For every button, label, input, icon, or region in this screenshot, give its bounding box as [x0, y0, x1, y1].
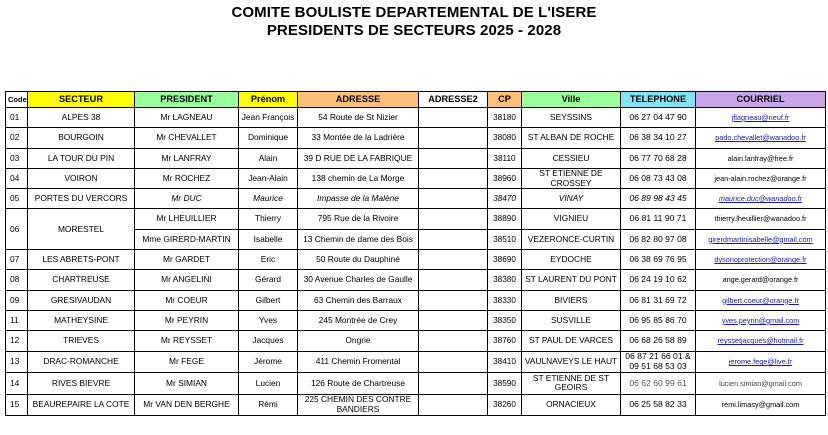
cell-secteur: ALPES 38 — [28, 108, 135, 128]
cell-ville: SUSVILLE — [522, 310, 621, 330]
cell-ville: ST ALBAN DE ROCHE — [522, 128, 621, 148]
cell-telephone: 06 68 26 58 89 — [621, 331, 696, 351]
cell-code: 07 — [6, 250, 28, 270]
cell-president: Mr PEYRIN — [135, 310, 239, 330]
cell-telephone: 06 25 58 82 33 — [621, 394, 696, 416]
header-prenom: Prénom — [239, 92, 298, 108]
cell-cp: 38760 — [488, 331, 522, 351]
cell-adresse: 39 D RUE DE LA FABRIQUE — [298, 148, 419, 168]
cell-secteur: BEAUREPAIRE LA COTE — [28, 394, 135, 416]
cell-prenom: Jean François — [239, 108, 298, 128]
cell-cp: 38350 — [488, 310, 522, 330]
cell-cp: 38410 — [488, 351, 522, 373]
cell-code: 15 — [6, 394, 28, 416]
header-telephone: TELEPHONE — [621, 92, 696, 108]
table-row — [6, 250, 826, 270]
cell-cp: 38110 — [488, 148, 522, 168]
cell-prenom: Gilbert — [239, 290, 298, 310]
cell-courriel-link[interactable]: girerdmartinisabelle@gmail.com — [696, 229, 826, 249]
cell-courriel: remi.limasy@gmail.com — [696, 394, 826, 416]
cell-code: 13 — [6, 351, 28, 373]
cell-president: Mr SIMIAN — [135, 373, 239, 395]
cell-telephone: 06 81 31 69 72 — [621, 290, 696, 310]
cell-code: 04 — [6, 168, 28, 188]
page-subtitle: PRESIDENTS DE SECTEURS 2025 - 2028 — [266, 22, 562, 39]
cell-prenom: Jérome — [239, 351, 298, 373]
cell-courriel-link[interactable]: pado.chevallet@wanadoo.fr — [696, 128, 826, 148]
cell-ville: ST ETIENNE DE CROSSEY — [522, 168, 621, 188]
cell-telephone: 06 77 70 68 28 — [621, 148, 696, 168]
cell-secteur: RIVES BIEVRE — [28, 373, 135, 395]
cell-code: 02 — [6, 128, 28, 148]
table-row — [6, 128, 826, 148]
cell-cp: 38690 — [488, 250, 522, 270]
cell-code: 11 — [6, 310, 28, 330]
cell-president: Mr CHEVALLET — [135, 128, 239, 148]
cell-secteur: LES ABRETS-PONT — [28, 250, 135, 270]
cell-adresse: 13 Chemin de dame des Bois — [298, 229, 419, 249]
cell-adresse2 — [419, 128, 488, 148]
header-adresse2: ADRESSE2 — [419, 92, 488, 108]
table-row — [6, 148, 826, 168]
cell-adresse2 — [419, 310, 488, 330]
cell-cp: 38590 — [488, 373, 522, 395]
cell-cp: 38510 — [488, 229, 522, 249]
cell-cp: 38260 — [488, 394, 522, 416]
cell-prenom: Maurice — [239, 189, 298, 209]
cell-cp: 38330 — [488, 290, 522, 310]
cell-ville: ST ETIENNE DE ST GEOIRS — [522, 373, 621, 395]
cell-prenom: Rémi — [239, 394, 298, 416]
cell-ville: ST PAUL DE VARCES — [522, 331, 621, 351]
cell-courriel: alain.lanfray@free.fr — [696, 148, 826, 168]
cell-courriel-link[interactable]: maurice.duc@wanadoo.fr — [696, 189, 826, 209]
header-row — [6, 92, 826, 108]
cell-adresse: Impasse de la Malène — [298, 189, 419, 209]
cell-adresse2 — [419, 250, 488, 270]
cell-president: Mr ROCHEZ — [135, 168, 239, 188]
page-title: COMITE BOULISTE DEPARTEMENTAL DE L'ISERE — [231, 4, 597, 21]
cell-adresse: 795 Rue de la Rivoire — [298, 209, 419, 229]
cell-secteur: BOURGOIN — [28, 128, 135, 148]
cell-adresse2 — [419, 189, 488, 209]
cell-secteur: VOIRON — [28, 168, 135, 188]
cell-code: 09 — [6, 290, 28, 310]
cell-adresse: 50 Route du Dauphiné — [298, 250, 419, 270]
cell-prenom: Jacques — [239, 331, 298, 351]
cell-telephone: 06 62 60 99 61 — [621, 373, 696, 395]
cell-secteur: MORESTEL — [28, 209, 135, 250]
cell-president: Mr FEGE — [135, 351, 239, 373]
table-row — [6, 310, 826, 330]
cell-adresse2 — [419, 209, 488, 229]
cell-president: Mr DUC — [135, 189, 239, 209]
cell-adresse: 225 CHEMIN DES CONTRE BANDIERS — [298, 394, 419, 416]
cell-adresse: Ongrie — [298, 331, 419, 351]
cell-telephone: 06 81 11 90 71 — [621, 209, 696, 229]
cell-prenom: Isabelle — [239, 229, 298, 249]
table-row — [6, 270, 826, 290]
table-row — [6, 290, 826, 310]
cell-secteur: MATHEYSINE — [28, 310, 135, 330]
cell-president: Mr GARDET — [135, 250, 239, 270]
cell-telephone: 06 27 04 47 90 — [621, 108, 696, 128]
cell-telephone: 06 24 19 10 62 — [621, 270, 696, 290]
header-president: PRESIDENT — [135, 92, 239, 108]
cell-prenom: Yves — [239, 310, 298, 330]
cell-code: 14 — [6, 373, 28, 395]
cell-adresse: 245 Montrée de Crey — [298, 310, 419, 330]
cell-ville: BIVIERS — [522, 290, 621, 310]
table-row — [6, 351, 826, 373]
cell-ville: VAULNAVEYS LE HAUT — [522, 351, 621, 373]
cell-code: 08 — [6, 270, 28, 290]
cell-adresse2 — [419, 148, 488, 168]
cell-adresse2 — [419, 168, 488, 188]
cell-ville: ORNACIEUX — [522, 394, 621, 416]
cell-code: 12 — [6, 331, 28, 351]
cell-cp: 38960 — [488, 168, 522, 188]
cell-adresse2 — [419, 108, 488, 128]
cell-adresse: 138 chemin de La Morge — [298, 168, 419, 188]
cell-courriel: jean-alain.rochez@orange.fr — [696, 168, 826, 188]
cell-courriel-link[interactable]: dysonoprotection@orange.fr — [696, 250, 826, 270]
cell-telephone: 06 08 73 43 08 — [621, 168, 696, 188]
cell-secteur: GRESIVAUDAN — [28, 290, 135, 310]
cell-courriel-link[interactable]: yves.peyrin@gmail.com — [696, 310, 826, 330]
cell-adresse: 30 Avenue Charles de Gaulle — [298, 270, 419, 290]
table-row — [6, 373, 826, 395]
cell-code: 03 — [6, 148, 28, 168]
cell-courriel-link[interactable]: gilbert.coeur@orange.fr — [696, 290, 826, 310]
cell-cp: 38380 — [488, 270, 522, 290]
header-secteur: SECTEUR — [28, 92, 135, 108]
header-courriel: COURRIEL — [696, 92, 826, 108]
cell-prenom: Thierry — [239, 209, 298, 229]
cell-telephone: 06 89 98 43 45 — [621, 189, 696, 209]
cell-prenom: Jean-Alain — [239, 168, 298, 188]
header-adresse: ADRESSE — [298, 92, 419, 108]
table-row — [6, 394, 826, 416]
cell-courriel: thierry.lheuillier@wanadoo.fr — [696, 209, 826, 229]
cell-prenom: Alain — [239, 148, 298, 168]
cell-ville: VEZERONCE-CURTIN — [522, 229, 621, 249]
table-row — [6, 331, 826, 351]
cell-cp: 38470 — [488, 189, 522, 209]
cell-cp: 38180 — [488, 108, 522, 128]
cell-president: Mr LAGNEAU — [135, 108, 239, 128]
cell-code: 01 — [6, 108, 28, 128]
cell-ville: VIGNIEU — [522, 209, 621, 229]
cell-president: Mr LANFRAY — [135, 148, 239, 168]
cell-president: Mr LHEUILLIER — [135, 209, 239, 229]
cell-secteur: PORTES DU VERCORS — [28, 189, 135, 209]
cell-adresse2 — [419, 394, 488, 416]
cell-president: Mr REYSSET — [135, 331, 239, 351]
cell-secteur: CHARTREUSE — [28, 270, 135, 290]
cell-adresse2 — [419, 373, 488, 395]
cell-prenom: Dominique — [239, 128, 298, 148]
cell-adresse2 — [419, 229, 488, 249]
cell-adresse: 411 Chemin Fromental — [298, 351, 419, 373]
cell-code: 06 — [6, 209, 28, 250]
cell-courriel-link[interactable]: reyssetjacques@hotmail.fr — [696, 331, 826, 351]
cell-adresse2 — [419, 290, 488, 310]
cell-prenom: Eric — [239, 250, 298, 270]
cell-courriel-link[interactable]: jerome.fege@live.fr — [696, 351, 826, 373]
cell-adresse2 — [419, 351, 488, 373]
cell-telephone: 06 38 69 76 95 — [621, 250, 696, 270]
cell-telephone: 06 38 34 10 27 — [621, 128, 696, 148]
presidents-table — [5, 91, 826, 416]
table-row — [6, 108, 826, 128]
header-code: Code — [6, 92, 28, 108]
cell-secteur: LA TOUR DU PIN — [28, 148, 135, 168]
cell-adresse: 63 Chemin des Barraux — [298, 290, 419, 310]
cell-courriel: ange.gerard@orange.fr — [696, 270, 826, 290]
cell-adresse: 54 Route de St Nizier — [298, 108, 419, 128]
cell-adresse: 33 Montée de la Ladrière — [298, 128, 419, 148]
cell-telephone: 06 82 80 97 08 — [621, 229, 696, 249]
cell-cp: 38890 — [488, 209, 522, 229]
cell-adresse: 126 Route de Chartreuse — [298, 373, 419, 395]
cell-ville: CESSIEU — [522, 148, 621, 168]
cell-code: 05 — [6, 189, 28, 209]
cell-president: Mr ANGELINI — [135, 270, 239, 290]
cell-telephone: 06 87 21 66 01 & 09 51 68 53 03 — [621, 351, 696, 373]
header-ville: Ville — [522, 92, 621, 108]
cell-prenom: Gérard — [239, 270, 298, 290]
cell-secteur: TRIEVES — [28, 331, 135, 351]
cell-ville: ST LAURENT DU PONT — [522, 270, 621, 290]
cell-courriel: lucien.simian@gmail.com — [696, 373, 826, 395]
cell-prenom: Lucien — [239, 373, 298, 395]
cell-president: Mme GIRERD-MARTIN — [135, 229, 239, 249]
table-row — [6, 189, 826, 209]
cell-cp: 38080 — [488, 128, 522, 148]
header-cp: CP — [488, 92, 522, 108]
cell-adresse2 — [419, 270, 488, 290]
cell-ville: EYDOCHE — [522, 250, 621, 270]
cell-courriel-link[interactable]: jflagneau@neuf.fr — [696, 108, 826, 128]
cell-president: Mr COEUR — [135, 290, 239, 310]
cell-telephone: 06 95 85 86 70 — [621, 310, 696, 330]
table-row — [6, 168, 826, 188]
cell-ville: VINAY — [522, 189, 621, 209]
table-row — [6, 209, 826, 229]
cell-secteur: DRAC-ROMANCHE — [28, 351, 135, 373]
cell-president: Mr VAN DEN BERGHE — [135, 394, 239, 416]
cell-ville: SEYSSINS — [522, 108, 621, 128]
cell-adresse2 — [419, 331, 488, 351]
